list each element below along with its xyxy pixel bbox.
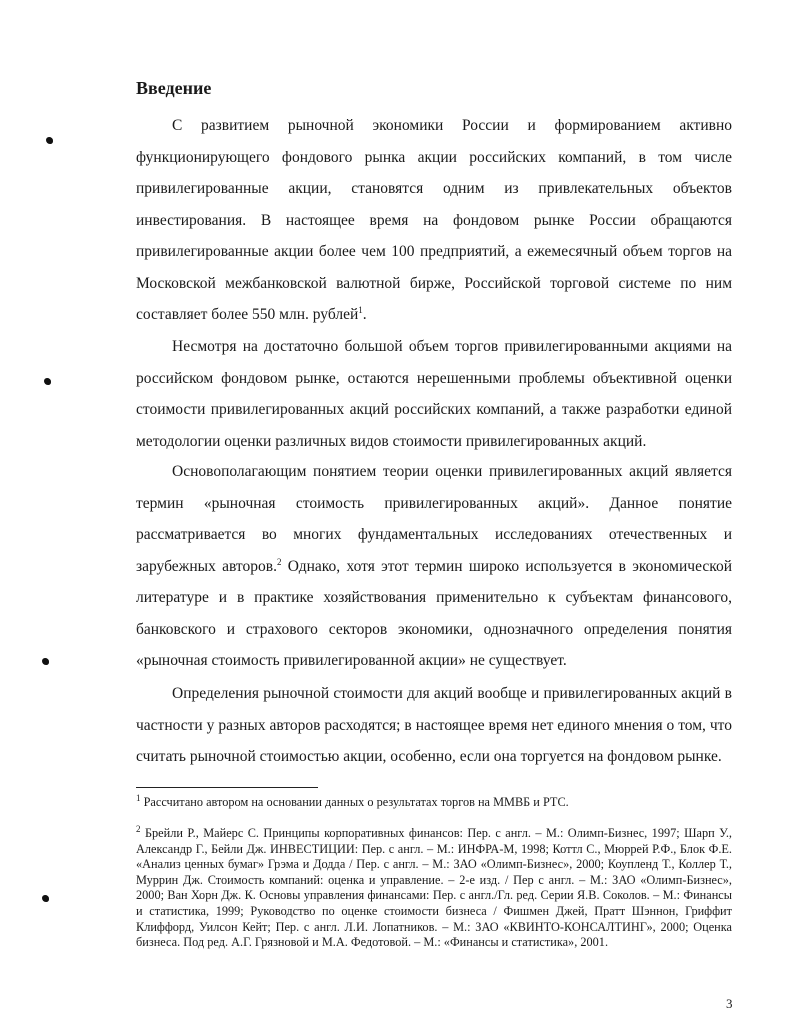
binding-hole-mark bbox=[46, 137, 53, 144]
paragraph: Определения рыночной стоимости для акций вообще и привилегированных акций в частности у разных авторов расходятся; в настоящее время нет единого мнения о том, что считать рыночной стоимостью акции, особенно, если она торгуется на фондовом рынке. bbox=[136, 685, 732, 765]
footnote-number: 2 bbox=[136, 823, 141, 834]
footnote-text: Брейли Р., Майерс С. Принципы корпоративных финансов: Пер. с англ. – М.: Олимп-Бизнес, 1997; Шарп У., Александр Г., Бейли Дж. ИНВЕСТИЦИИ: Пер. с англ. – М.: ИНФРА-М, 1998; Коттл С., Мюррей Р.Ф., Блок Ф.Е. «Анализ ценных бумаг» Грэма и Додда / Пер. с англ. – М.: ЗАО «Олимп-Бизнес», 2000; Коупленд Т., Коллер Т., Муррин Дж. Стоимость компаний: оценка и управление. – 2-е изд. / Пер с англ. – М.: ЗАО «Олимп-Бизнес», 2000; Ван Хорн Дж. К. Основы управления финансами: Пер. с англ./Гл. ред. Серии Я.В. Соколов. – М.: Финансы и статистика, 1999; Руководство по оценке стоимости бизнеса / Фишмен Джей, Пратт Шэннон, Гриффит Клиффорд, Уилсон Кейт; Пер. с англ. Л.И. Лопатников. – М.: ЗАО «КВИНТО-КОНСАЛТИНГ», 2000; Оценка бизнеса. Под ред. А.Г. Грязновой и М.А. Федотовой. – М.: «Финансы и статистика», 2001. bbox=[136, 826, 733, 950]
footnote-ref: 1 bbox=[358, 304, 363, 315]
footnote bbox=[136, 792, 732, 811]
section-heading: Введение bbox=[136, 78, 212, 98]
binding-hole-mark bbox=[42, 895, 49, 902]
paragraph-text: С развитием рыночной экономики России и формированием активно функционирующего фондового рынка акции российских компаний, в том числе привилегированные акции, становятся одним из привлекательных объектов инвестирования. В настоящее время на фондовом рынке России обращаются привилегированные акции более чем 100 предприятий, а ежемесячный объем торгов на Московской межбанковской валютной бирже, Российской торговой системе по ним составляет более 550 млн. рублей bbox=[136, 117, 732, 323]
footnote-ref: 2 bbox=[276, 556, 282, 567]
paragraph: С развитием рыночной экономики России и формированием активно функционирующего фондового рынка акции российских компаний, в том числе привилегированные акции, становятся одним из привлекательных объектов инвестирования. В настоящее время на фондовом рынке России обращаются привилегированные акции более чем 100 предприятий, а ежемесячный объем торгов на Московской межбанковской валютной бирже, Российской торговой системе по ним составляет более 550 млн. рублей$^1$. bbox=[136, 117, 732, 323]
paragraph bbox=[136, 456, 732, 677]
paragraph: Несмотря на достаточно большой объем торгов привилегированными акциями на российском фондовом рынке, остаются нерешенными проблемы объективной оценки стоимости привилегированных акций российских компаний, а также разработки единой методологии оценки различных видов стоимости привилегированных акций. bbox=[136, 338, 732, 450]
footnote-divider bbox=[136, 787, 318, 788]
page-number: 3 bbox=[726, 996, 733, 1011]
footnote-number: 1 bbox=[136, 792, 141, 803]
footnote-text: Рассчитано автором на основании данных о результатах торгов на ММВБ и РТС. bbox=[143, 795, 569, 809]
paragraph-text: Основополагающим понятием теории оценки привилегированных акций является термин «рыночная стоимость привилегированных акций». Данное понятие рассматривается во многих фундаментальных исследованиях отечественных и зарубежных авторов. bbox=[136, 463, 732, 575]
footnote bbox=[136, 823, 733, 951]
binding-hole-mark bbox=[44, 378, 51, 385]
binding-hole-mark bbox=[42, 658, 49, 665]
paragraph-text: Однако, хотя этот термин широко используется в экономической литературе и в практике хозяйствования применительно к субъектам финансового, банковского и страхового секторов экономики, однозначного определения понятия «рыночная стоимость привилегированной акции» не существует. bbox=[136, 557, 733, 669]
